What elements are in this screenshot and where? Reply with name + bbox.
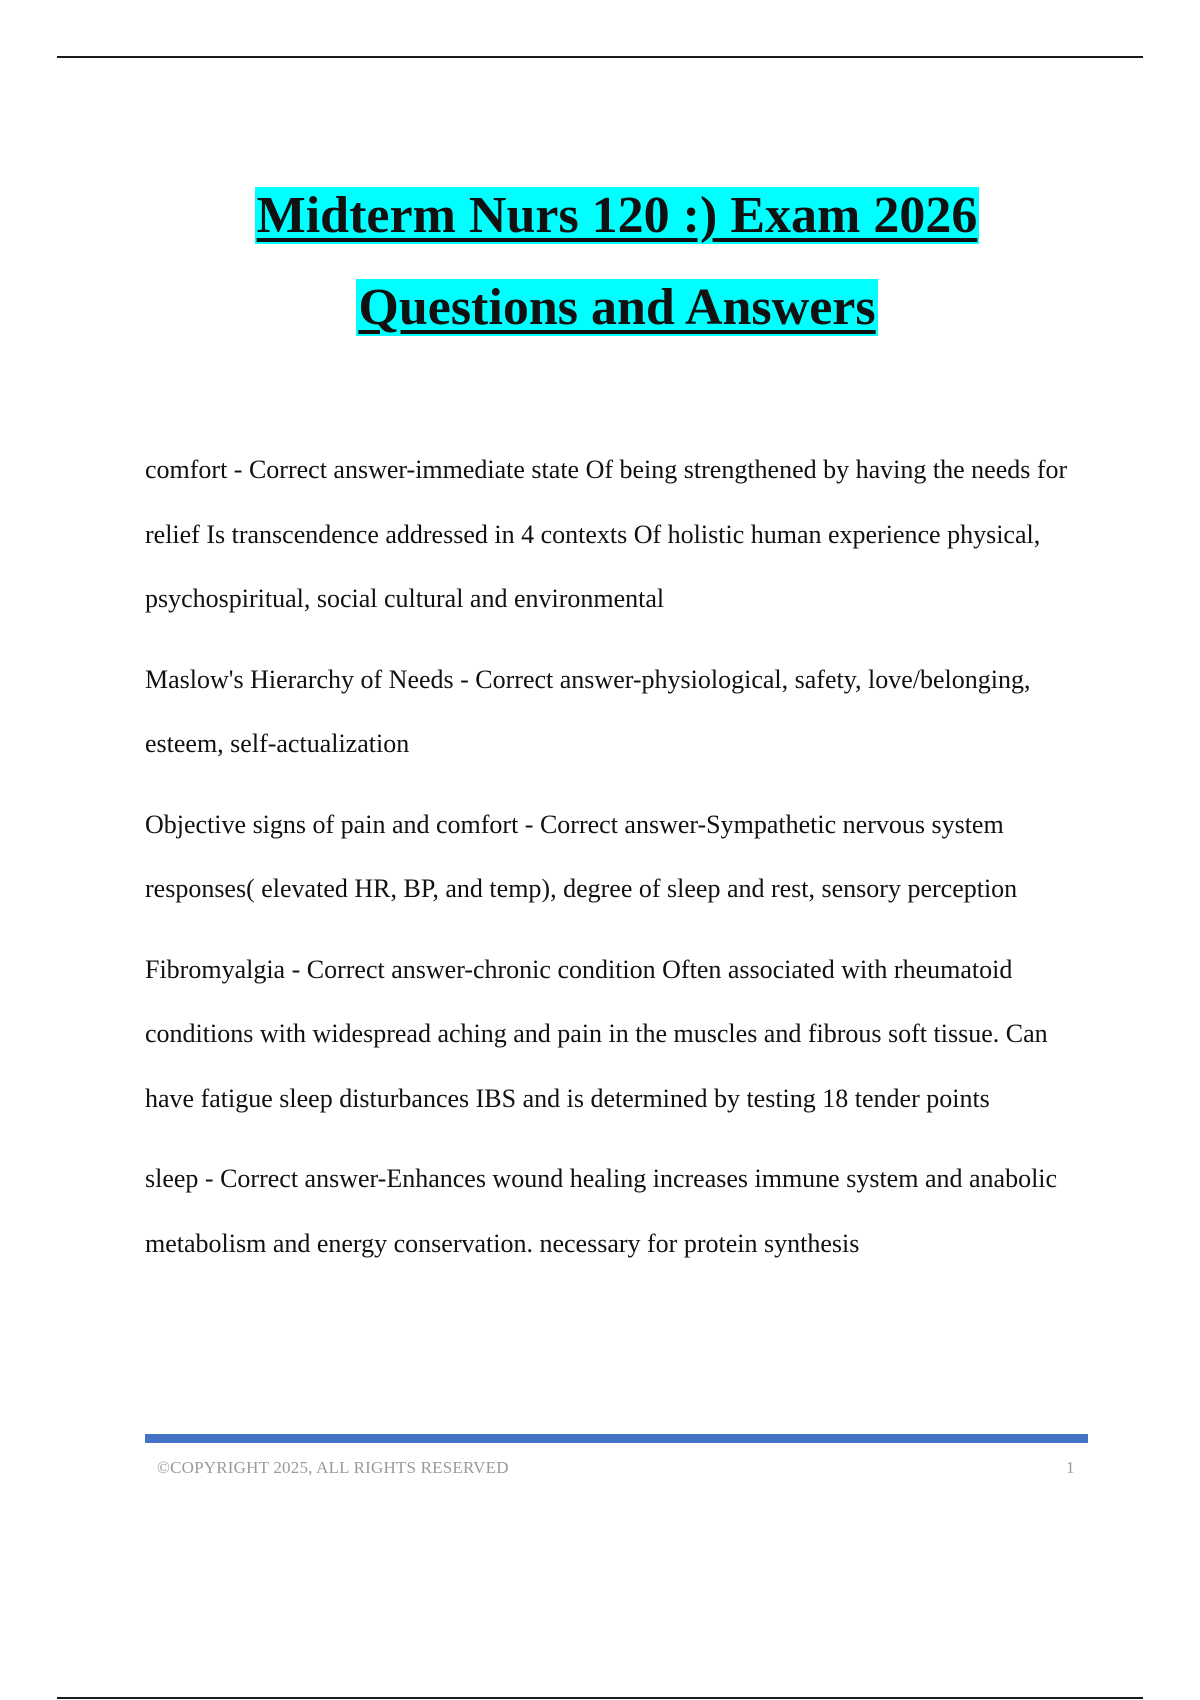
qa-entry-comfort: comfort - Correct answer-immediate state Of being strengthened by having the needs for relief Is transcendence addressed in 4 contexts Of holistic human experience physical, psychospiritual, social cultural and environmental [145, 455, 1068, 613]
document-title [0, 170, 1200, 354]
bottom-rule [57, 1697, 1143, 1699]
title-line-1: Midterm Nurs 120 :) Exam 2026 [256, 187, 978, 244]
footer-page-number: 1 [1066, 1458, 1075, 1477]
footer-bar [145, 1434, 1088, 1443]
qa-entry-fibromyalgia: Fibromyalgia - Correct answer-chronic condition Often associated with rheumatoid conditions with widespread aching and pain in the muscles and fibrous soft tissue. Can have fatigue sleep disturbances IBS and is determined by testing 18 tender points [145, 954, 1048, 1113]
qa-list [145, 438, 1095, 1292]
qa-entry-sleep: sleep - Correct answer-Enhances wound healing increases immune system and anabolic metabolism and energy conservation. necessary for protein synthesis [145, 1164, 1058, 1258]
qa-entry-objective-signs: Objective signs of pain and comfort - Correct answer-Sympathetic nervous system responses( elevated HR, BP, and temp), degree of sleep and rest, sensory perception [145, 809, 1018, 903]
footer-copyright: ©COPYRIGHT 2025, ALL RIGHTS RESERVED [157, 1458, 509, 1477]
top-rule [57, 56, 1143, 58]
title-line-2: Questions and Answers [358, 279, 876, 336]
qa-entry-maslow: Maslow's Hierarchy of Needs - Correct answer-physiological, safety, love/belonging, esteem, self-actualization [145, 664, 1031, 758]
